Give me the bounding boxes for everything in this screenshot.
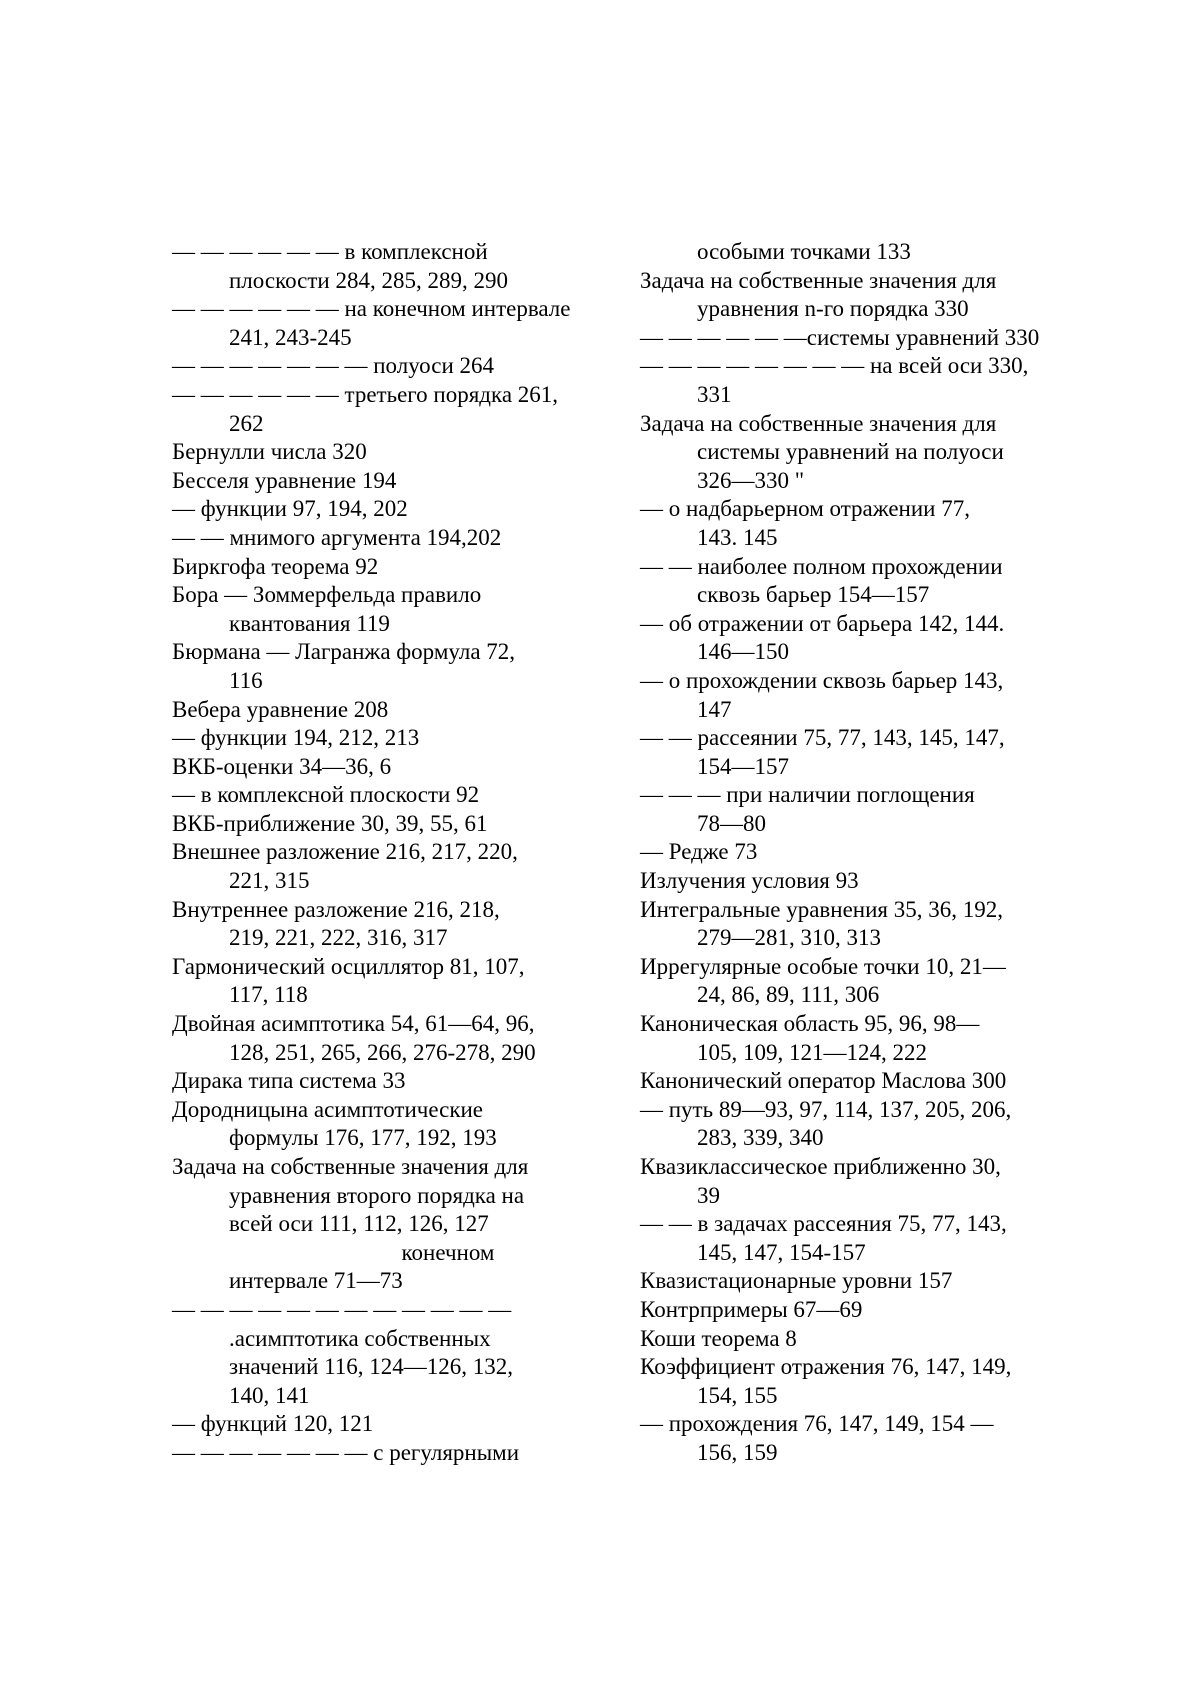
index-entry-line: ВКБ-оценки 34—36, 6 (172, 753, 392, 779)
index-entry-line: интервале 71—73 (229, 1268, 403, 1294)
index-entry-line: 219, 221, 222, 316, 317 (229, 925, 448, 951)
index-entry-line: 78—80 (697, 810, 766, 836)
index-entry-line: уравнения n-го порядка 330 (697, 296, 969, 322)
index-entry-line: .асимптотика собственных (229, 1325, 491, 1351)
index-entry-line: — — — при наличии поглощения (640, 782, 975, 808)
index-entry-line: 241, 243-245 (229, 324, 352, 350)
index-entry-line: 143. 145 (697, 524, 778, 550)
index-entry-line: сквозь барьер 154—157 (697, 582, 930, 608)
index-entry-line: 39 (697, 1182, 720, 1208)
index-entry-line: — — — — — — третьего порядка 261, (172, 381, 559, 407)
index-column-right (640, 238, 1060, 1468)
index-entry-line: плоскости 284, 285, 289, 290 (229, 267, 508, 293)
index-entry-line: Каноническая область 95, 96, 98— (640, 1011, 980, 1037)
index-entry-line: Задача на собственные значения для (640, 410, 997, 436)
index-entry-line: Коши теорема 8 (640, 1325, 797, 1351)
index-entry-line: Вебера уравнение 208 (172, 696, 389, 722)
index-entry-line: Канонический оператор Маслова 300 (640, 1068, 1007, 1094)
index-entry-line: Бюрмана — Лагранжа формула 72, (172, 639, 516, 665)
index-entry-line: значений 116, 124—126, 132, (229, 1354, 514, 1380)
index-entry-line: 221, 315 (229, 868, 310, 894)
index-entry-line: — об отражении от барьера 142, 144. (640, 610, 1005, 636)
index-entry-line: Контрпримеры 67—69 (640, 1296, 863, 1322)
index-entry-line: 154—157 (697, 753, 789, 779)
index-entry-line: 145, 147, 154-157 (697, 1239, 866, 1265)
index-entry-line: 116 (229, 667, 263, 693)
index-entry-line: — в комплексной плоскости 92 (172, 782, 480, 808)
index-entry-line: всей оси 111, 112, 126, 127 (229, 1211, 489, 1237)
index-entry-line: — функций 120, 121 (172, 1411, 374, 1437)
index-entry-line: Двойная асимптотика 54, 61—64, 96, (172, 1011, 535, 1037)
index-entry-line: квантования 119 (229, 610, 390, 636)
index-entry-line: Задача на собственные значения для (172, 1154, 529, 1179)
index-entry-line: 156, 159 (697, 1439, 778, 1465)
index-entry-line: — — — — — — — с регулярными (172, 1439, 520, 1465)
index-entry-line: — функции 194, 212, 213 (172, 725, 420, 751)
index-entry-line: — — — — — — — полуоси 264 (172, 353, 494, 379)
index-entry-line: — — в задачах рассеяния 75, 77, 143, (640, 1211, 1007, 1237)
index-entry-line: 154, 155 (697, 1382, 778, 1408)
index-entry-line: Иррегулярные особые точки 10, 21— (640, 953, 1006, 979)
index-entry-line: 105, 109, 121—124, 222 (697, 1039, 927, 1065)
index-entry-line: Коэффициент отражения 76, 147, 149, (640, 1354, 1012, 1380)
index-entry-line: системы уравнений на полуоси (697, 439, 1004, 465)
index-entry-line: 283, 339, 340 (697, 1125, 824, 1151)
index-entry-line: конечном (229, 1239, 495, 1265)
index-entry-line: Дирака типа система 33 (172, 1068, 406, 1094)
index-entry-line: — — — — — — в комплексной (172, 239, 488, 264)
index-entry-line: 128, 251, 265, 266, 276-278, 290 (229, 1039, 536, 1065)
index-entry-line: Квазиклассическое приближенно 30, (640, 1154, 1001, 1179)
index-entry-line: Гармонический осциллятор 81, 107, (172, 953, 525, 979)
index-entry-line: Интегральные уравнения 35, 36, 192, (640, 896, 1003, 922)
index-entry-line: — о надбарьерном отражении 77, (640, 496, 970, 522)
index-entry-line: — — — — — —системы уравнений 330 (640, 324, 1040, 350)
index-entry-line: — — рассеянии 75, 77, 143, 145, 147, (640, 725, 1005, 751)
index-entry-line: формулы 176, 177, 192, 193 (229, 1125, 497, 1151)
index-entry-line: — прохождения 76, 147, 149, 154 — (640, 1411, 994, 1437)
index-entry-line: — путь 89—93, 97, 114, 137, 205, 206, (640, 1096, 1012, 1122)
index-entry-line: Внешнее разложение 216, 217, 220, (172, 839, 518, 865)
index-entry-line: 117, 118 (229, 982, 308, 1008)
index-entry-line: — функции 97, 194, 202 (172, 496, 408, 522)
index-entry-line: уравнения второго порядка на (229, 1182, 525, 1208)
index-entry-line: — — — — — — на конечном интервале (172, 296, 571, 322)
index-entry-line: — Редже 73 (640, 839, 758, 865)
index-entry-line: Дородницына асимптотические (172, 1096, 484, 1122)
index-entry-line: — — — — — — — — на всей оси 330, (640, 353, 1029, 379)
index-entry-line: Внутреннее разложение 216, 218, (172, 896, 500, 922)
index-entry-line: 262 (229, 410, 264, 436)
index-entry-line: 326—330 " (697, 467, 805, 493)
index-entry-line: Бернулли числа 320 (172, 439, 367, 465)
index-entry-line: Биркгофа теорема 92 (172, 553, 379, 579)
index-entry-line: 140, 141 (229, 1382, 310, 1408)
index-entry-line: 279—281, 310, 313 (697, 925, 881, 951)
index-entry-line: 331 (697, 381, 732, 407)
index-entry-line: ВКБ-приближение 30, 39, 55, 61 (172, 810, 488, 836)
index-entry-line: особыми точками 133 (697, 239, 911, 264)
index-entry-line: Задача на собственные значения для (640, 267, 997, 293)
index-entry-line: 147 (697, 696, 732, 722)
index-entry-line: — — мнимого аргумента 194,202 (172, 524, 502, 550)
index-entry-line: 146—150 (697, 639, 789, 665)
index-entry-line: — о прохождении сквозь барьер 143, (640, 667, 1004, 693)
index-entry-line: — — наиболее полном прохождении (640, 553, 1003, 579)
index-entry-line: — — — — — — — — — — — — (172, 1296, 512, 1322)
index-entry-line: Бесселя уравнение 194 (172, 467, 397, 493)
index-entry-line: Бора — Зоммерфельда правило (172, 582, 482, 608)
index-entry-line: Квазистационарные уровни 157 (640, 1268, 953, 1294)
index-entry-line: 24, 86, 89, 111, 306 (697, 982, 880, 1008)
index-column-left (172, 238, 572, 1468)
index-entry-line: Излучения условия 93 (640, 868, 859, 894)
